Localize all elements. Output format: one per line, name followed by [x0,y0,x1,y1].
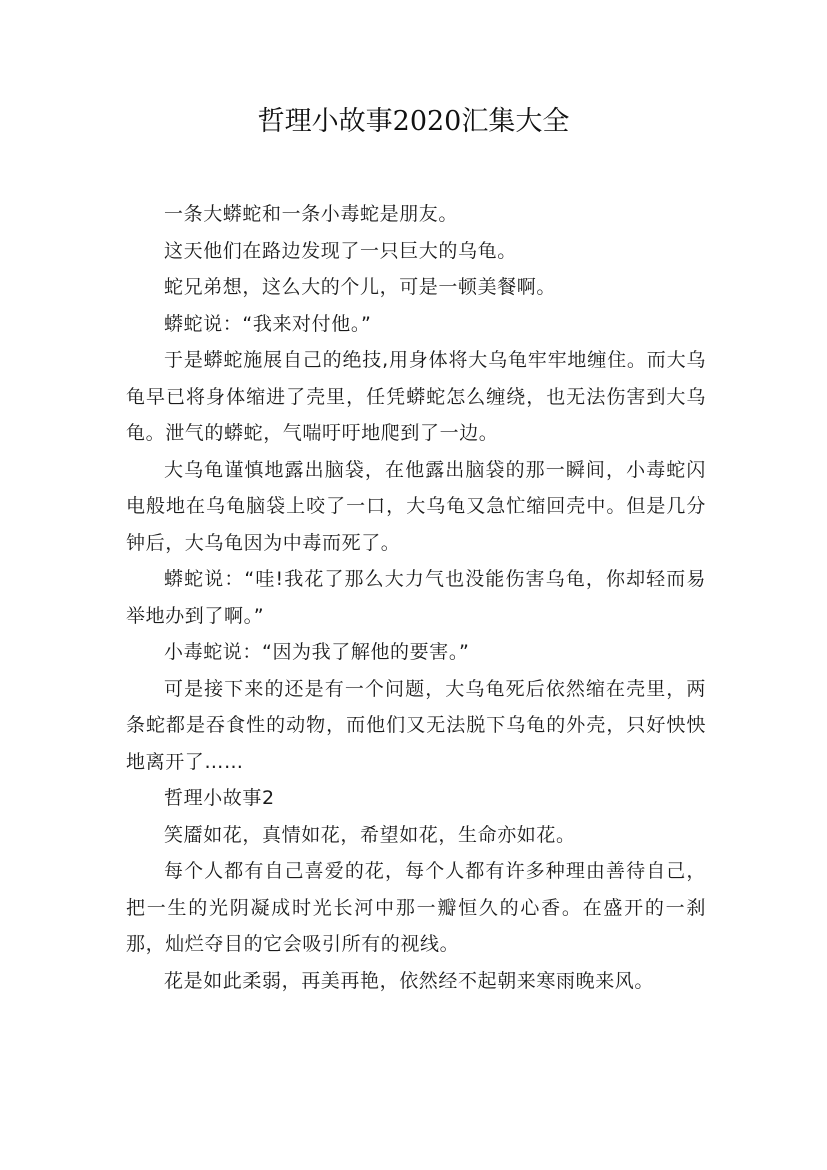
paragraph: 大乌龟谨慎地露出脑袋，在他露出脑袋的那一瞬间，小毒蛇闪电般地在乌龟脑袋上咬了一口，大乌龟又急忙缩回壳中。但是几分钟后，大乌龟因为中毒而死了。 [126,458,706,554]
paragraph: 于是蟒蛇施展自己的绝技,用身体将大乌龟牢牢地缠住。而大乌龟早已将身体缩进了壳里，任凭蟒蛇怎么缠绕，也无法伤害到大乌龟。泄气的蟒蛇，气喘吁吁地爬到了一边。 [126,349,706,444]
document-body [126,196,706,999]
paragraph: 这天他们在路边发现了一只巨大的乌龟。 [164,239,517,262]
page-title: 哲理小故事2020汇集大全 [257,106,570,137]
paragraph: 花是如此柔弱，再美再艳，依然经不起朝来寒雨晚来风。 [164,969,655,992]
section-heading: 哲理小故事2 [164,787,275,809]
paragraph: 蟒蛇说：“我来对付他。” [164,312,372,335]
paragraph: 小毒蛇说：“因为我了解他的要害。” [164,641,470,663]
paragraph: 笑靥如花，真情如花，希望如花，生命亦如花。 [164,823,576,846]
paragraph: 一条大蟒蛇和一条小毒蛇是朋友。 [164,203,459,225]
paragraph: 蟒蛇说：“哇!我花了那么大力气也没能伤害乌龟，你却轻而易举地办到了啊。” [126,568,706,627]
paragraph: 可是接下来的还是有一个问题，大乌龟死后依然缩在壳里，两条蛇都是吞食性的动物，而他们又无法脱下乌龟的外壳，只好怏怏地离开了…… [126,677,706,773]
paragraph: 蛇兄弟想，这么大的个儿，可是一顿美餐啊。 [164,276,557,298]
paragraph: 每个人都有自己喜爱的花，每个人都有许多种理由善待自己，把一生的光阴凝成时光长河中那一瓣恒久的心香。在盛开的一刹那，灿烂夺目的它会吸引所有的视线。 [126,860,706,955]
